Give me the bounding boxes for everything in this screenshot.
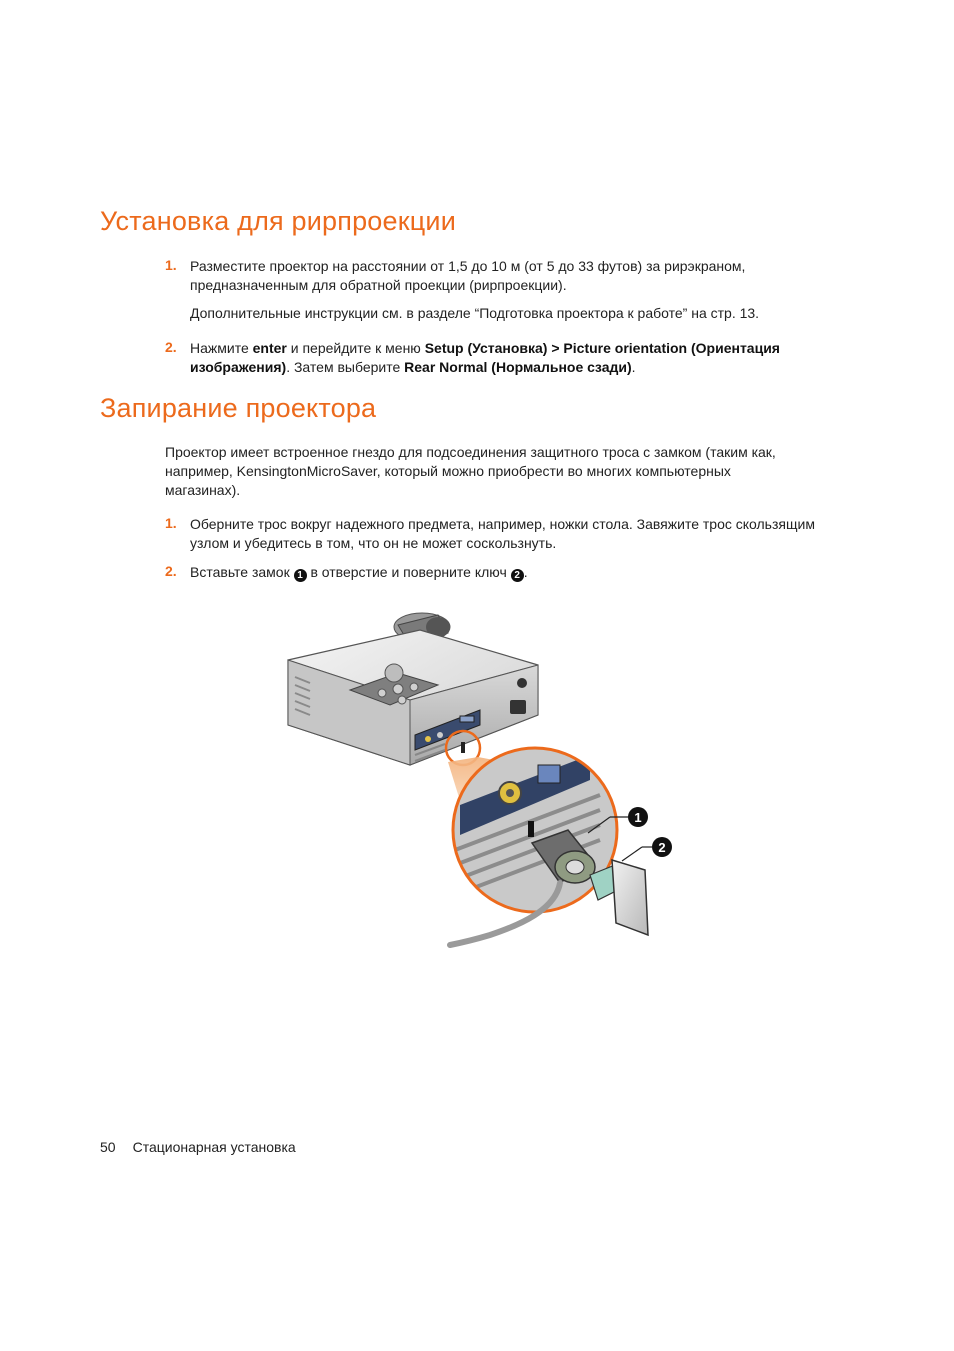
projector-lock-illustration [270, 605, 690, 950]
callout-2-label: 2 [658, 840, 666, 855]
step-number: 2. [165, 339, 177, 355]
chapter-title: Стационарная установка [132, 1139, 296, 1155]
callout-1-label: 1 [634, 810, 642, 825]
step-text: Оберните трос вокруг надежного предмета, например, ножки стола. Завяжите трос скользящим узлом и убедитесь в том, что он не может соскользнуть. [190, 516, 815, 551]
page-number: 50 [100, 1139, 116, 1155]
step-text: Нажмите enter и перейдите к меню Setup (Установка) > Picture orientation (Ориентация изображения). Затем выберите Rear Normal (Нормальное сзади). [190, 340, 780, 375]
step-text: Разместите проектор на расстоянии от 1,5 до 10 м (от 5 до 33 футов) за рирэкраном, предназначенным для обратной проекции (рирпроекции). [190, 258, 746, 293]
step-text: Вставьте замок 1 в отверстие и поверните ключ 2 . [190, 564, 528, 581]
projector-body [288, 630, 538, 765]
step-number: 1. [165, 257, 177, 273]
heading-locking-projector: Запирание проектора [100, 393, 377, 423]
step-number: 1. [165, 515, 177, 531]
step-note: Дополнительные инструкции см. в разделе “Подготовка проектора к работе” на стр. 13. [190, 305, 760, 321]
step-number: 2. [165, 563, 177, 579]
callout-2-icon: 2 [511, 569, 524, 582]
heading-rear-projection: Установка для рирпроекции [100, 206, 456, 236]
page-footer [100, 1139, 296, 1155]
lock-key [590, 860, 648, 935]
callout-1-icon: 1 [294, 569, 307, 582]
intro-paragraph: Проектор имеет встроенное гнездо для подсоединения защитного троса с замком (таким как, например, KensingtonMicroSaver, который можно приобрести во многих компьютерных магазинах). [165, 444, 776, 498]
